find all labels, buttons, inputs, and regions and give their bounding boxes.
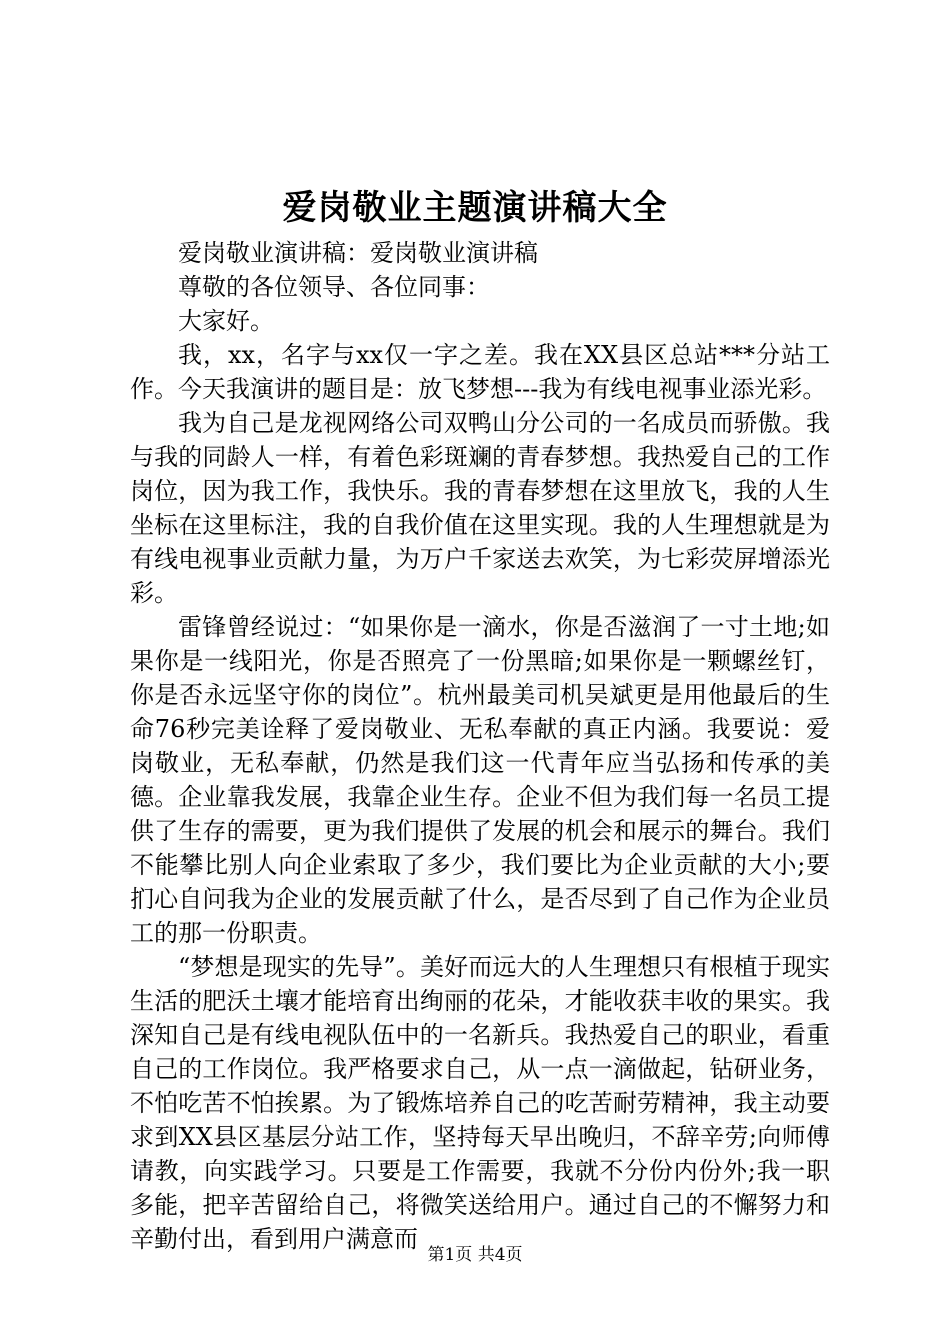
paragraph-dream: “梦想是现实的先导”。美好而远大的人生理想只有根植于现实生活的肥沃土壤才能培育出绚丽的花朵，才能收获丰收的果实。我深知自己是有线电视队伍中的一名新兵。我热爱自己的职业，看重自己的工作岗位。我严格要求自己，从一点一滴做起，钻研业务，不怕吃苦不怕挨累。为了锻炼培养自己的吃苦耐劳精神，我主动要求到XX县区基层分站工作，坚持每天早出晚归，不辞辛劳;向师傅请教，向实践学习。只要是工作需要，我就不分份内份外;我一职多能，把辛苦留给自己，将微笑送给用户。通过自己的不懈努力和辛勤付出，看到用户满意而	[130, 953, 830, 1253]
paragraph-salutation: 尊敬的各位领导、各位同事：	[178, 273, 490, 301]
paragraph-leifeng-quote: 雷锋曾经说过：“如果你是一滴水，你是否滋润了一寸土地;如果你是一线阳光，你是否照亮了一份黑暗;如果你是一颗螺丝钉，你是否永远坚守你的岗位”。杭州最美司机吴斌更是用他最后的生命76秒完美诠释了爱岗敬业、无私奉献的真正内涵。我要说：爱岗敬业，无私奉献，仍然是我们这一代青年应当弘扬和传承的美德。企业靠我发展，我靠企业生存。企业不但为我们每一名员工提供了生存的需要，更为我们提供了发展的机会和展示的舞台。我们不能攀比别人向企业索取了多少，我们要比为企业贡献的大小;要扪心自问我为企业的发展贡献了什么，是否尽到了自己作为企业员工的那一份职责。	[130, 613, 830, 947]
paragraph-introduction: 我，xx，名字与xx仅一字之差。我在XX县区总站***分站工作。今天我演讲的题目是：放飞梦想---我为有线电视事业添光彩。	[130, 341, 830, 403]
paragraph-subtitle: 爱岗敬业演讲稿：爱岗敬业演讲稿	[178, 239, 538, 267]
page-footer: 第1页 共4页	[427, 1245, 523, 1265]
document-body	[130, 236, 830, 1256]
document-title: 爱岗敬业主题演讲稿大全	[282, 188, 668, 228]
paragraph-pride: 我为自己是龙视网络公司双鸭山分公司的一名成员而骄傲。我与我的同龄人一样，有着色彩斑斓的青春梦想。我热爱自己的工作岗位，因为我工作，我快乐。我的青春梦想在这里放飞，我的人生坐标在这里标注，我的自我价值在这里实现。我的人生理想就是为有线电视事业贡献力量，为万户千家送去欢笑，为七彩荧屏增添光彩。	[130, 409, 830, 607]
paragraph-greeting: 大家好。	[178, 307, 274, 335]
